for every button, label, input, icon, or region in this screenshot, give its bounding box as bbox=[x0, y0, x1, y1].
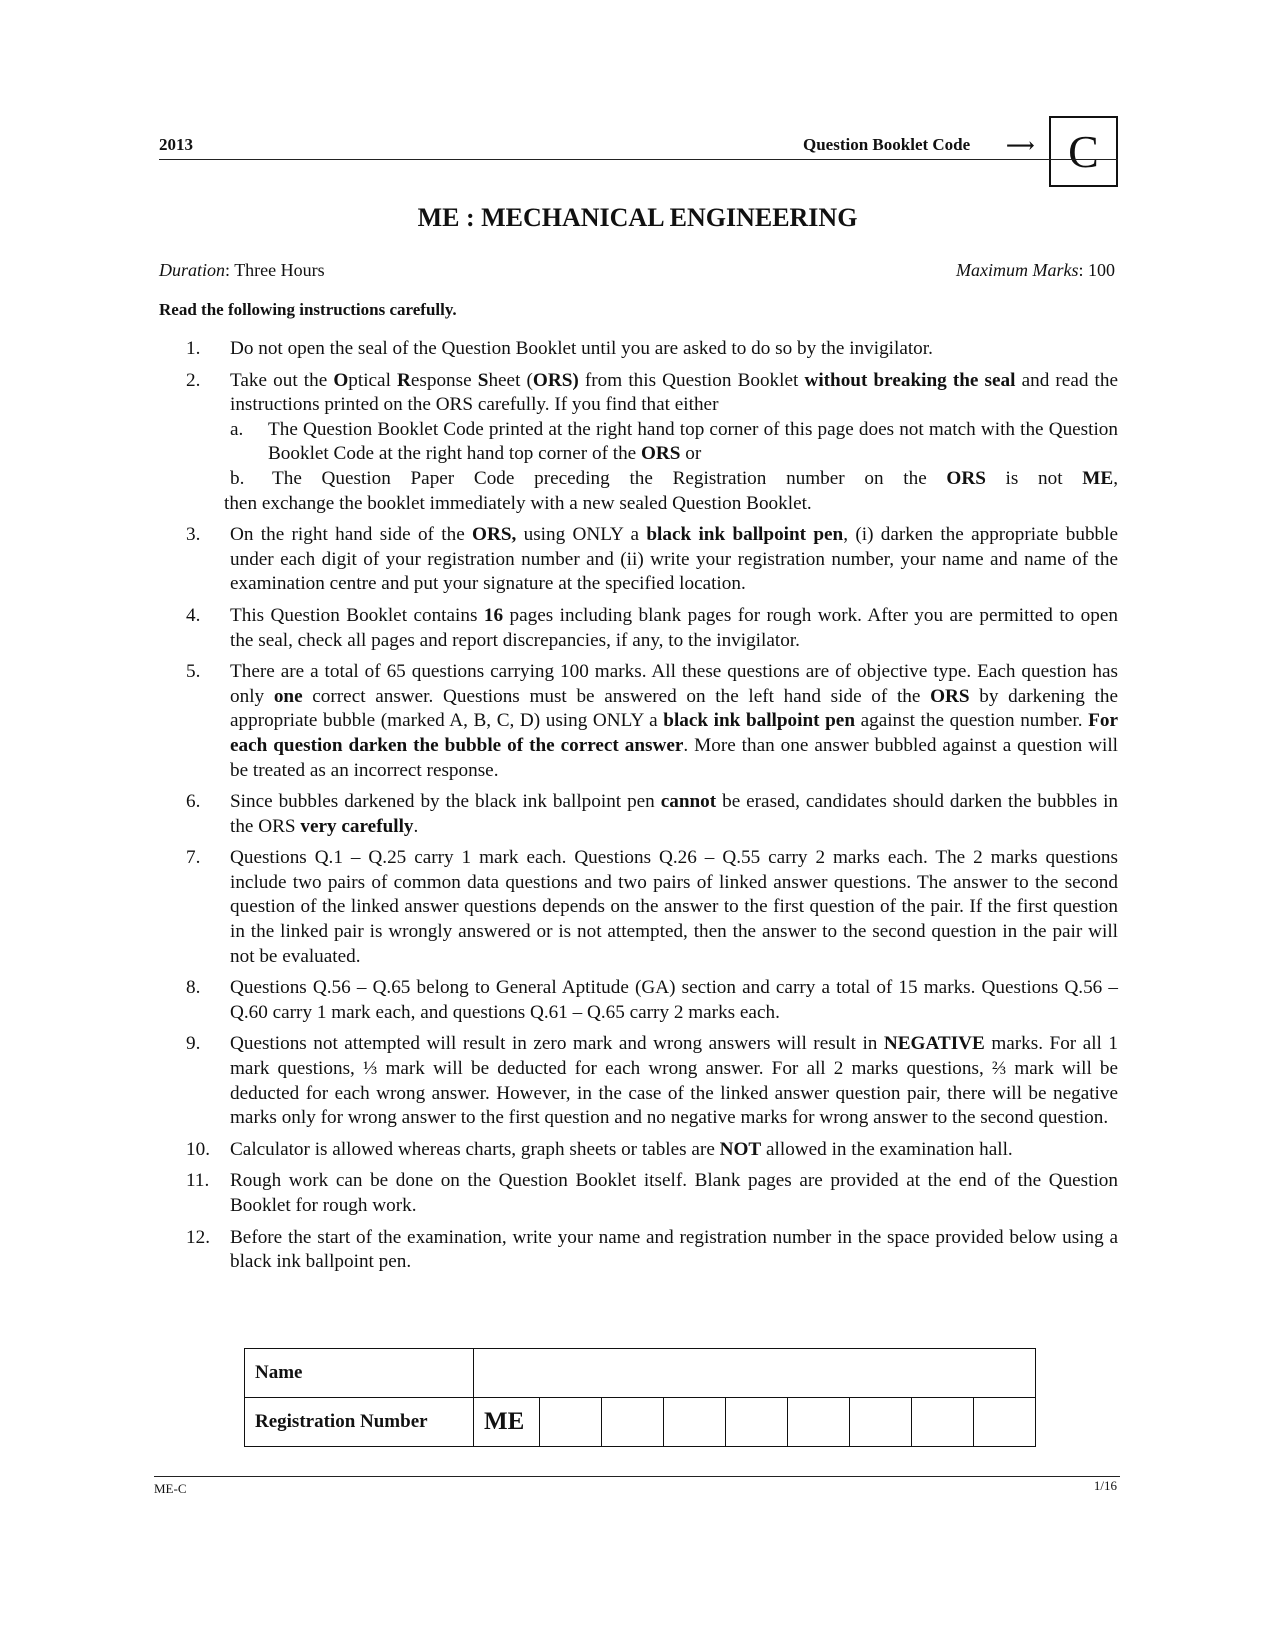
sub-label: a. bbox=[230, 418, 244, 440]
bold-text: NEGATIVE bbox=[883, 1033, 985, 1055]
bold-text: S bbox=[477, 369, 489, 391]
text-run: Rough work can be done on the Question Booklet itself. Blank pages are provided at the end of the Question Booklet for rough work. bbox=[230, 1170, 1118, 1216]
instruction-text bbox=[224, 369, 1118, 517]
bold-text: For each question darken the bubble of the correct answer bbox=[230, 710, 1118, 756]
bold-text: NOT bbox=[719, 1138, 762, 1160]
instruction-number: 12. bbox=[186, 1226, 210, 1248]
instruction-paragraph bbox=[230, 337, 1118, 362]
bold-text: ORS bbox=[930, 685, 970, 707]
text-run: heet ( bbox=[488, 369, 533, 391]
bold-text: R bbox=[397, 369, 411, 391]
instruction-paragraph bbox=[230, 369, 1118, 418]
instruction-paragraph bbox=[230, 604, 1118, 653]
instruction-item bbox=[186, 369, 1118, 517]
text-run: On the right hand side of the bbox=[230, 524, 473, 546]
registration-row bbox=[245, 1398, 1036, 1447]
text-run: Take out the bbox=[230, 369, 334, 391]
bold-text: very carefully bbox=[300, 815, 414, 837]
text-run: There are a total of 65 questions carrying 100 marks. All these questions are of objective type. Each question has only bbox=[230, 661, 1118, 707]
instruction-number: 10. bbox=[186, 1138, 210, 1160]
instruction-paragraph bbox=[230, 1032, 1118, 1130]
text-run: Calculator is allowed whereas charts, graph sheets or tables are bbox=[230, 1138, 720, 1160]
bold-text: ME bbox=[1082, 467, 1114, 489]
instruction-number: 8. bbox=[186, 977, 201, 999]
instruction-paragraph bbox=[230, 976, 1118, 1025]
text-run: , bbox=[1113, 467, 1118, 489]
text-run: ptical bbox=[348, 369, 398, 391]
instruction-text bbox=[230, 337, 1118, 362]
text-run: Questions not attempted will result in zero mark and wrong answers will result in bbox=[230, 1033, 884, 1055]
instruction-text bbox=[230, 790, 1118, 839]
instruction-number: 7. bbox=[186, 847, 201, 869]
instruction-text bbox=[230, 523, 1118, 597]
header-rule bbox=[159, 159, 1118, 160]
bold-text: 16 bbox=[483, 604, 504, 626]
sub-text bbox=[272, 467, 1118, 492]
text-run: and read the instructions printed on the ORS carefully. If you find that either bbox=[230, 369, 1118, 416]
registration-digit-box[interactable] bbox=[788, 1398, 850, 1447]
text-run: is not bbox=[985, 467, 1083, 489]
bold-text: cannot bbox=[660, 791, 717, 813]
text-run: from this Question Booklet bbox=[578, 369, 805, 391]
instruction-number: 2. bbox=[186, 369, 201, 391]
instruction-number: 6. bbox=[186, 791, 201, 813]
registration-prefix: ME bbox=[474, 1398, 540, 1447]
instruction-item bbox=[186, 790, 1118, 839]
instruction-paragraph bbox=[230, 1169, 1118, 1218]
sub-text bbox=[268, 418, 1118, 467]
text-run: , (i) darken the appropriate bubble under each digit of your registration number and (ii) write your registration number, your name and name of the examination centre and put your signature at the specified location. bbox=[230, 524, 1118, 595]
instruction-number: 11. bbox=[186, 1170, 210, 1192]
instruction-item bbox=[186, 604, 1118, 653]
bold-text: O bbox=[333, 369, 349, 391]
instruction-text bbox=[230, 1032, 1118, 1130]
bold-text: without breaking the seal bbox=[804, 369, 1016, 391]
text-run: correct answer. Questions must be answered on the left hand side of the bbox=[302, 685, 931, 707]
instructions-heading: Read the following instructions carefully. bbox=[159, 300, 457, 319]
instruction-item bbox=[186, 523, 1118, 597]
booklet-code-box: C bbox=[1049, 116, 1118, 187]
instruction-number: 1. bbox=[186, 338, 201, 359]
arrow-right-icon: ⟶ bbox=[1006, 135, 1035, 157]
bold-text: ORS bbox=[641, 443, 681, 465]
text-run: The Question Booklet Code printed at the right hand top corner of this page does not match with the Question Booklet Code at the right hand top corner of the bbox=[268, 418, 1118, 465]
sub-item-a bbox=[230, 418, 1118, 467]
instruction-item bbox=[186, 1226, 1118, 1275]
bold-text: black ink ballpoint pen bbox=[663, 710, 855, 732]
registration-digit-box[interactable] bbox=[912, 1398, 974, 1447]
sub-item-b bbox=[230, 467, 1118, 492]
text-run: Questions Q.56 – Q.65 belong to General Aptitude (GA) section and carry a total of 15 marks. Questions Q.56 – Q.60 carry 1 mark each, and questions Q.61 – Q.65 carry 2 marks each. bbox=[230, 977, 1118, 1023]
bold-text: one bbox=[273, 685, 303, 707]
text-run: This Question Booklet contains bbox=[230, 604, 484, 626]
bold-text: black ink ballpoint pen bbox=[646, 524, 844, 546]
instruction-text bbox=[230, 1226, 1118, 1275]
instruction-item bbox=[186, 1032, 1118, 1130]
instruction-item bbox=[186, 660, 1118, 783]
instruction-number: 9. bbox=[186, 1033, 201, 1055]
instruction-text bbox=[230, 1138, 1118, 1163]
instruction-number: 4. bbox=[186, 604, 201, 626]
instruction-text bbox=[230, 1169, 1118, 1218]
booklet-code-label: Question Booklet Code bbox=[803, 135, 971, 154]
text-run: Do not open the seal of the Question Booklet until you are asked to do so by the invigilator. bbox=[230, 338, 933, 359]
registration-digit-box[interactable] bbox=[664, 1398, 726, 1447]
registration-table bbox=[244, 1348, 1036, 1447]
instruction-paragraph bbox=[230, 1138, 1118, 1163]
instruction-text bbox=[230, 846, 1118, 969]
name-label: Name bbox=[245, 1349, 474, 1398]
sub-label: b. bbox=[230, 467, 245, 489]
instruction-paragraph bbox=[230, 523, 1118, 597]
instruction-text bbox=[230, 660, 1118, 783]
instruction-paragraph bbox=[230, 1226, 1118, 1275]
text-run: using ONLY a bbox=[516, 524, 647, 546]
instructions-list bbox=[186, 337, 1118, 1282]
footer-paper-code: ME-C bbox=[154, 1481, 187, 1496]
text-run: against the question number. bbox=[855, 710, 1089, 732]
registration-label: Registration Number bbox=[245, 1398, 474, 1447]
bold-text: ORS, bbox=[472, 524, 517, 546]
exam-year: 2013 bbox=[159, 135, 193, 154]
text-run: be erased, candidates should darken the bubbles in the ORS bbox=[230, 791, 1118, 837]
instruction-item bbox=[186, 846, 1118, 969]
name-field[interactable] bbox=[474, 1349, 1036, 1398]
instruction-item bbox=[186, 337, 1118, 362]
text-run: Before the start of the examination, write your name and registration number in the space provided below using a black ink ballpoint pen. bbox=[230, 1226, 1118, 1273]
bold-text: ORS bbox=[946, 467, 986, 489]
maximum-marks: Maximum Marks: 100 bbox=[956, 260, 1115, 280]
text-run: allowed in the examination hall. bbox=[761, 1138, 1013, 1160]
registration-digit-box[interactable] bbox=[974, 1398, 1036, 1447]
instruction-item bbox=[186, 1138, 1118, 1163]
sub-conclusion: then exchange the booklet immediately with a new sealed Question Booklet. bbox=[224, 492, 812, 514]
registration-digit-box[interactable] bbox=[726, 1398, 788, 1447]
instruction-text bbox=[230, 604, 1118, 653]
paper-title: ME : MECHANICAL ENGINEERING bbox=[417, 203, 858, 232]
instruction-text bbox=[230, 976, 1118, 1025]
registration-digit-box[interactable] bbox=[850, 1398, 912, 1447]
text-run: marks. For all 1 mark questions, ⅓ mark will be deducted for each wrong answer. For all 2 marks questions, ⅔ mark will be deducted for each wrong answer. However, in the case of the linked answer question pair, there will be negative marks only for wrong answer to the first question and no negative marks for wrong answer to the second question. bbox=[230, 1033, 1118, 1129]
text-run: by darkening the appropriate bubble (marked A, B, C, D) using ONLY a bbox=[230, 685, 1118, 732]
text-run: Since bubbles darkened by the black ink ballpoint pen bbox=[230, 791, 661, 813]
text-run: . More than one answer bubbled against a question will be treated as an incorrect response. bbox=[230, 734, 1118, 781]
page-number: 1/16 bbox=[1093, 1478, 1117, 1493]
duration: Duration: Three Hours bbox=[159, 260, 325, 280]
text-run: pages including blank pages for rough work. After you are permitted to open the seal, check all pages and report discrepancies, if any, to the invigilator. bbox=[230, 604, 1118, 651]
text-run: . bbox=[413, 815, 419, 837]
text-run: The Question Paper Code preceding the Registration number on the bbox=[272, 467, 947, 489]
registration-digit-box[interactable] bbox=[602, 1398, 664, 1447]
text-run: or bbox=[680, 443, 702, 465]
registration-digit-box[interactable] bbox=[540, 1398, 602, 1447]
name-row bbox=[245, 1349, 1036, 1398]
text-run: Questions Q.1 – Q.25 carry 1 mark each. Questions Q.26 – Q.55 carry 2 marks each. The 2 marks questions include two pairs of common data questions and two pairs of linked answer questions. The answer to the second question of the linked answer questions depends on the answer to the first question of the pair. If the first question in the linked pair is wrongly answered or is not attempted, then the answer to the second question in the pair will not be evaluated. bbox=[230, 847, 1118, 967]
instruction-paragraph bbox=[230, 790, 1118, 839]
instruction-item bbox=[186, 976, 1118, 1025]
instruction-number: 5. bbox=[186, 661, 201, 683]
instruction-paragraph bbox=[230, 660, 1118, 783]
instruction-number: 3. bbox=[186, 524, 201, 546]
instruction-paragraph bbox=[230, 846, 1118, 969]
bold-text: ORS) bbox=[532, 369, 579, 391]
instruction-item bbox=[186, 1169, 1118, 1218]
text-run: esponse bbox=[410, 369, 478, 391]
footer-rule bbox=[154, 1476, 1120, 1477]
